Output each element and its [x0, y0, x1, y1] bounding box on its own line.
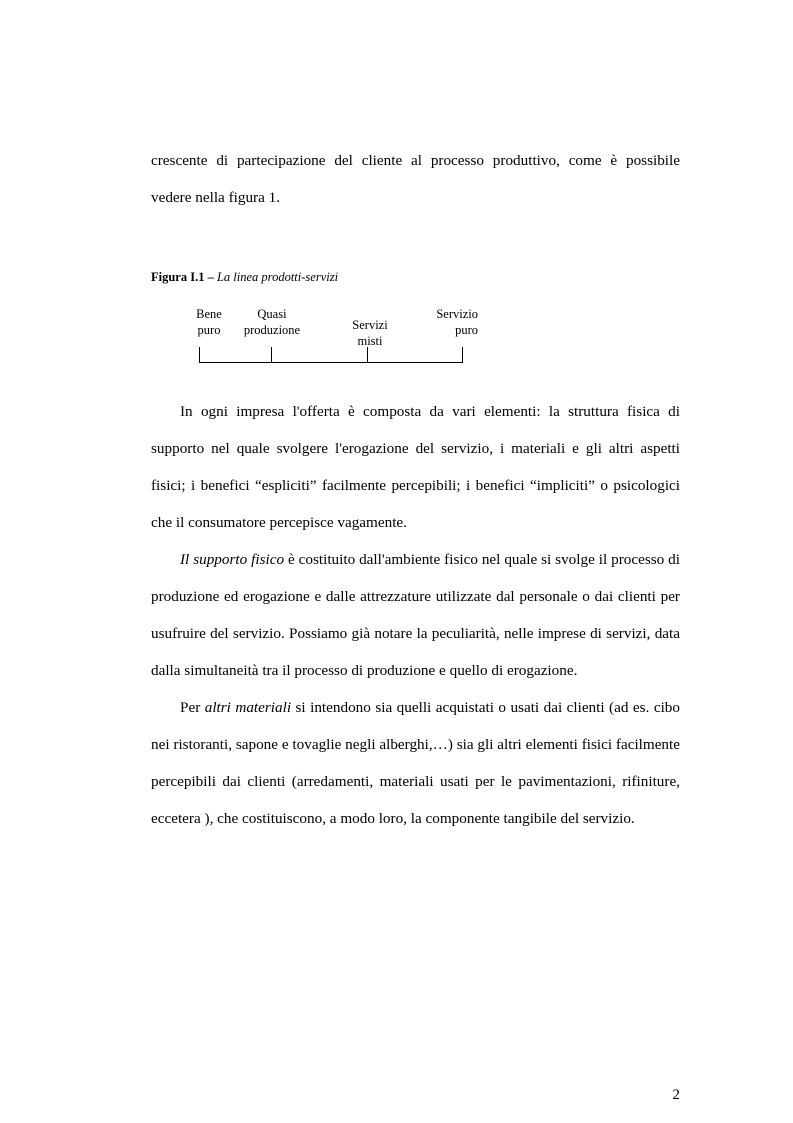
product-service-line-figure: [180, 300, 500, 370]
paragraph-offerta: In ogni impresa l'offerta è composta da vari elementi: la struttura fisica di supporto nel quale svolgere l'erogazione del servizio, i materiali e gli altri aspetti fisici; i benefici “espliciti” facilmente percepibili; i benefici “impliciti” o psicologici che il consumatore percepisce vagamente.: [151, 403, 680, 531]
figure-caption-title: La linea prodotti-servizi: [216, 270, 339, 284]
top-paragraph-line-1: crescente di partecipazione del cliente al processo produttivo, come è possibile: [151, 152, 680, 169]
figure-label-servizio-puro: Servizio puro: [436, 307, 478, 337]
paragraph-altri-materiali-lead: Per: [180, 699, 205, 716]
paragraph-supporto-fisico-text: è costituito dall'ambiente fisico nel quale si svolge il processo di produzione ed erogazione e dalle attrezzature utilizzate dal personale o dai clienti per usufruire del servizio. Possiamo già notare la peculiarità, nelle imprese di servizi, data dalla simultaneità tra il processo di produzione e quello di erogazione.: [151, 551, 680, 679]
figure-tick: [367, 347, 368, 362]
paragraph-altri-materiali-text: si intendono sia quelli acquistati o usati dai clienti (ad es. cibo nei ristoranti, sapone e tovaglie negli alberghi,…) sia gli altri elementi fisici facilmente percepibili dai clienti (arredamenti, materiali usati per le pavimentazioni, rifiniture, eccetera ), che costituiscono, a modo loro, la componente tangibile del servizio.: [151, 699, 680, 827]
paragraph-supporto-fisico: [151, 541, 680, 689]
figure-tick: [462, 347, 463, 362]
figure-tick: [271, 347, 272, 362]
term-altri-materiali: altri materiali: [204, 699, 292, 716]
page-number: 2: [672, 1086, 680, 1103]
figure-label-quasi-produzione: Quasi produzione: [243, 307, 301, 337]
top-paragraph: [151, 142, 680, 216]
figure-axis-line: [199, 362, 463, 363]
top-paragraph-line-2: vedere nella figura 1.: [151, 189, 281, 206]
figure-tick: [199, 347, 200, 362]
figure-label-servizi-misti: Servizi misti: [352, 318, 388, 348]
figure-caption: [151, 268, 338, 286]
body-text: [151, 393, 680, 837]
figure-label-bene-puro: Bene puro: [196, 307, 222, 337]
figure-caption-number: Figura I.1 –: [151, 270, 214, 284]
term-supporto-fisico: Il supporto fisico: [180, 551, 285, 568]
paragraph-altri-materiali: [151, 689, 680, 837]
